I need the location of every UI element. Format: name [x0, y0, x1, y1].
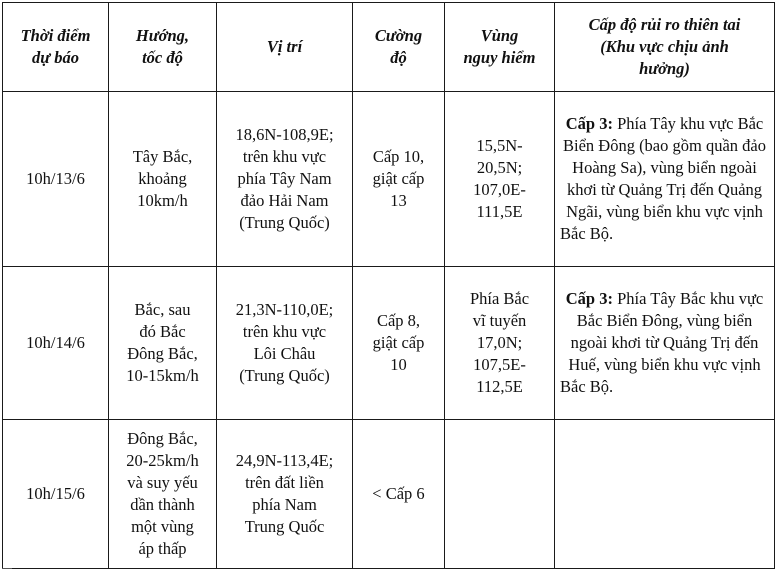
cell-danger-zone: [445, 420, 555, 569]
cell-danger-zone: Phía Bắc vĩ tuyến 17,0N; 107,5E- 112,5E: [445, 267, 555, 420]
cell-intensity: Cấp 10, giật cấp 13: [353, 92, 445, 267]
cell-position: 18,6N-108,9E; trên khu vực phía Tây Nam đảo Hải Nam (Trung Quốc): [217, 92, 353, 267]
forecast-table: [2, 2, 775, 569]
cell-position: 21,3N-110,0E; trên khu vực Lôi Châu (Trung Quốc): [217, 267, 353, 420]
header-danger-zone: Vùng nguy hiểm: [445, 3, 555, 92]
cell-time: 10h/15/6: [3, 420, 109, 569]
header-risk-level: Cấp độ rủi ro thiên tai (Khu vực chịu ảnh hưởng): [555, 3, 775, 92]
cell-risk-level: [555, 267, 775, 420]
cell-risk-level: [555, 92, 775, 267]
risk-level-text: Phía Tây khu vực Bắc Biển Đông (bao gồm quần đảo Hoàng Sa), vùng biển ngoài khơi từ Quảng Trị đến Quảng Ngãi, vùng biển khu vực vịnh Bắc Bộ.: [560, 114, 766, 243]
table-row: [3, 267, 775, 420]
table-row: [3, 92, 775, 267]
header-row: [3, 3, 775, 92]
cell-time: 10h/14/6: [3, 267, 109, 420]
risk-level-label: Cấp 3:: [565, 289, 618, 308]
cell-risk-level: [555, 420, 775, 569]
risk-level-text: Phía Tây Bắc khu vực Bắc Biển Đông, vùng biển ngoài khơi từ Quảng Trị đến Huế, vùng biển khu vực vịnh Bắc Bộ.: [560, 289, 764, 396]
header-time: Thời điểm dự báo: [3, 3, 109, 92]
header-position: Vị trí: [217, 3, 353, 92]
cell-position: 24,9N-113,4E; trên đất liền phía Nam Trung Quốc: [217, 420, 353, 569]
cell-direction: Đông Bắc, 20-25km/h và suy yếu dần thành một vùng áp thấp: [109, 420, 217, 569]
header-direction: Hướng, tốc độ: [109, 3, 217, 92]
table-row: [3, 420, 775, 569]
cell-danger-zone: 15,5N- 20,5N; 107,0E- 111,5E: [445, 92, 555, 267]
risk-level-label: Cấp 3:: [565, 114, 618, 133]
cell-direction: Tây Bắc, khoảng 10km/h: [109, 92, 217, 267]
cell-time: 10h/13/6: [3, 92, 109, 267]
cell-intensity: < Cấp 6: [353, 420, 445, 569]
header-intensity: Cường độ: [353, 3, 445, 92]
cell-intensity: Cấp 8, giật cấp 10: [353, 267, 445, 420]
cell-direction: Bắc, sau đó Bắc Đông Bắc, 10-15km/h: [109, 267, 217, 420]
page-edge-mark: [2, 568, 12, 569]
